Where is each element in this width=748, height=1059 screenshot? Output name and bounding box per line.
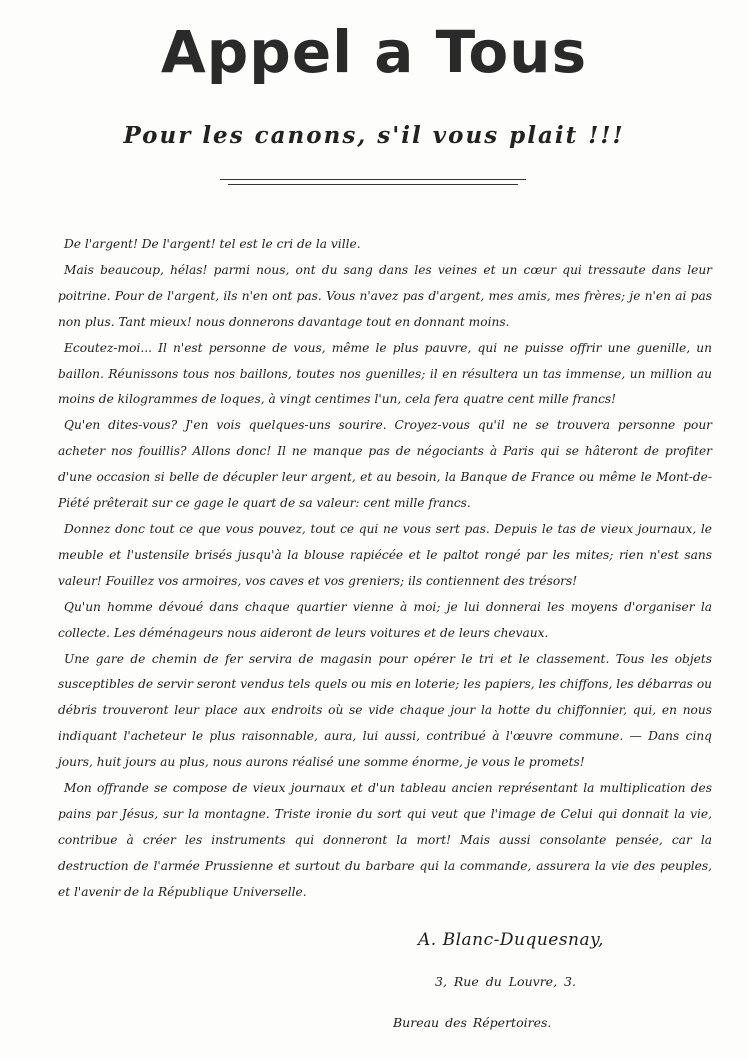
paragraph-2: Mais beaucoup, hélas! parmi nous, ont du sang dans les veines et un cœur qui tressaute dans leur poitrine. Pour de l'argent, ils n'en ont pas. Vous n'avez pas d'argent, mes amis, mes frères; je n'en ai pas non plus. Tant mieux! nous donnerons davantage tout en donnant moins. — [58, 262, 712, 329]
title-divider-bottom — [228, 184, 518, 185]
paragraph-4: Qu'en dites-vous? J'en vois quelques-uns sourire. Croyez-vous qu'il ne se trouvera personne pour acheter nos fouillis? Allons donc! Il ne manque pas de négociants à Paris qui se hâteront de profiter d'une occasion si belle de décupler leur argent, et au besoin, la Banque de France ou même le Mont-de-Piété prêterait sur ce gage le quart de sa valeur: cent mille francs. — [58, 418, 712, 511]
signature-address: 3, Rue du Louvre, 3. — [435, 974, 576, 989]
page-title: Appel a Tous — [160, 18, 588, 86]
page-subtitle: Pour les canons, s'il vous plait !!! — [123, 122, 625, 149]
paragraph-8: Mon offrande se compose de vieux journaux et d'un tableau ancien représentant la multiplication des pains par Jésus, sur la montagne. Triste ironie du sort qui veut que l'image de Celui qui donnait la vie, contribue à créer les instruments qui donneront la mort! Mais aussi consolante pensée, car la destruction de l'armée Prussienne et surtout du barbare qui la commande, assurera la vie des peuples, et l'avenir de la République Universelle. — [58, 781, 712, 899]
paragraph-6: Qu'un homme dévoué dans chaque quartier vienne à moi; je lui donnerai les moyens d'organiser la collecte. Les déménageurs nous aideront de leurs voitures et de leurs chevaux. — [58, 599, 712, 640]
signature-name: A. Blanc-Duquesnay, — [418, 930, 604, 950]
paragraph-7: Une gare de chemin de fer servira de magasin pour opérer le tri et le classement. Tous les objets susceptibles de servir seront vendus tels quels ou mis en loterie; les papiers, les chiffons, les débarras ou débris trouveront leur place aux endroits où se vide chaque jour la hotte du chiffonnier, qui, en nous indiquant l'acheteur le plus raisonnable, aura, lui aussi, contribué à l'œuvre commune. — Dans cinq jours, huit jours au plus, nous aurons réalisé une somme énorme, je vous le promets! — [58, 651, 712, 770]
title-divider-top — [220, 179, 526, 180]
paragraph-1: De l'argent! De l'argent! tel est le cri de la ville. — [64, 237, 361, 251]
paragraph-5: Donnez donc tout ce que vous pouvez, tout ce qui ne vous sert pas. Depuis le tas de vieux journaux, le meuble et l'ustensile brisés jusqu'à la blouse rapiécée et le paltot rongé par les mites; rien n'est sans valeur! Fouillez vos armoires, vos caves et vos greniers; ils contiennent des trésors! — [58, 521, 712, 588]
signature-bureau: Bureau des Répertoires. — [393, 1015, 552, 1030]
appeal-body — [58, 232, 712, 906]
paragraph-3: Ecoutez-moi... Il n'est personne de vous, même le plus pauvre, qui ne puisse offrir une guenille, un baillon. Réunissons tous nos baillons, toutes nos guenilles; il en résultera un tas immense, un million au moins de kilogrammes de loques, à vingt centimes l'un, cela fera quatre cent mille francs! — [58, 340, 712, 407]
